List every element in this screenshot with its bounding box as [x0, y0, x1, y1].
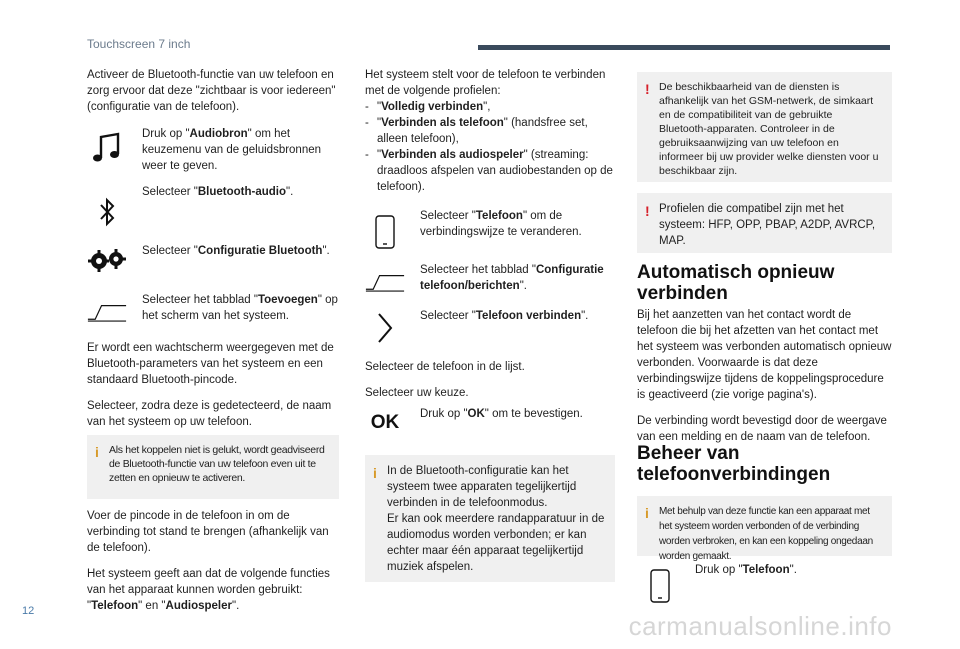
step-text: Selecteer het tabblad "Toevoegen" op het scherm van het systeem. [142, 294, 338, 322]
step-connect-phone [365, 308, 615, 348]
col1-paragraph: Er wordt een wachtscherm weergegeven met de Bluetooth-parameters van het systeem en een standaard Bluetooth-pincode. [87, 342, 334, 386]
step-phone [365, 208, 615, 248]
warning-note: ! De beschikbaarheid van de diensten is afhankelijk van het GSM-netwerk, de simkaart en de compatibiliteit van de gebruikte Bluetooth-apparaten. Controleer in de gebruiksaanwijzing van uw telefoon en informeer bij uw provider welke diensten voor u beschikbaar zijn. [637, 72, 892, 182]
info-icon: i [373, 465, 377, 481]
column-3-body [637, 307, 892, 445]
gears-icon [87, 241, 127, 281]
chevron-right-icon [365, 308, 405, 348]
col3-paragraph: De verbinding wordt bevestigd door de weergave van een melding en de naam van de telefoon. [637, 415, 887, 443]
col2-intro: Het systeem stelt voor de telefoon te verbinden met de volgende profielen: [365, 69, 606, 97]
bluetooth-icon [87, 192, 127, 232]
step-phone-manage [640, 562, 890, 604]
warning-icon: ! [645, 81, 650, 97]
column-1-body [87, 340, 342, 430]
step-config-phone [365, 262, 615, 302]
warning-note: ! Profielen die compatibel zijn met het systeem: HFP, OPP, PBAP, A2DP, AVRCP, MAP. [637, 193, 892, 253]
warning-icon: ! [645, 203, 650, 219]
ok-icon: OK [370, 412, 400, 433]
list-item: - "Volledig verbinden", [365, 99, 615, 115]
phone-icon [640, 566, 680, 606]
page-number: 12 [22, 605, 35, 617]
step-add-tab [87, 292, 342, 332]
step-text: Druk op "Audiobron" om het keuzemenu van de geluidsbronnen weer te geven. [142, 128, 322, 172]
col1-intro: Activeer de Bluetooth-functie van uw telefoon en zorg ervoor dat deze "zichtbaar is voor iedereen" (configuratie van de telefoon). [87, 69, 336, 113]
step-text: Selecteer "Telefoon" om de verbindingswijze te veranderen. [420, 210, 582, 238]
step-text: Selecteer het tabblad "Configuratie telefoon/berichten". [420, 264, 604, 292]
watermark: carmanualsonline.info [628, 611, 892, 641]
info-note: i Als het koppelen niet is gelukt, wordt geadviseerd de Bluetooth-functie van uw telefoon even uit te zetten en opnieuw te activeren. [87, 435, 339, 499]
col2-paragraph: Selecteer uw keuze. [365, 387, 469, 399]
step-bluetooth-audio [87, 184, 342, 224]
list-item: - "Verbinden als audiospeler" (streaming: draadloos afspelen van audiobestanden op de telefoon). [365, 147, 615, 195]
info-note: i In de Bluetooth-configuratie kan het systeem twee apparaten tegelijkertijd verbinden in de telefoonmodus. Er kan ook meerdere randapparatuur in de audiomodus worden verbonden; er kan echter maar één apparaat tegelijkertijd muziek afspelen. [365, 455, 615, 582]
header-bar [478, 45, 890, 50]
tab-icon [87, 292, 127, 332]
list-item: - "Verbinden als telefoon" (handsfree set, alleen telefoon), [365, 115, 615, 147]
info-note: i Met behulp van deze functie kan een apparaat met het systeem worden verbonden of de verbinding worden verbroken, en kan een koppeling ongedaan worden gemaakt. [637, 496, 892, 556]
music-note-icon [87, 128, 127, 168]
col1-paragraph: Het systeem geeft aan dat de volgende functies van het apparaat kunnen worden gebruikt: "Telefoon" en "Audiospeler". [87, 568, 330, 612]
tab-icon [365, 262, 405, 302]
section-heading: Automatisch opnieuw verbinden [637, 262, 835, 304]
column-1 [87, 67, 342, 115]
step-text: Selecteer "Telefoon verbinden". [420, 310, 589, 322]
phone-icon [365, 212, 405, 252]
section-heading: Beheer van telefoonverbindingen [637, 443, 831, 485]
step-audio-source [87, 126, 342, 174]
profile-list [365, 99, 615, 195]
column-1-body-2 [87, 508, 342, 614]
step-text: Selecteer "Bluetooth-audio". [142, 186, 294, 198]
column-2-body [365, 359, 615, 401]
step-text: Druk op "Telefoon". [695, 564, 797, 576]
col1-paragraph: Selecteer, zodra deze is gedetecteerd, de naam van het systeem op uw telefoon. [87, 400, 332, 428]
step-ok [365, 406, 615, 446]
col3-paragraph: Bij het aanzetten van het contact wordt de telefoon die bij het afzetten van het contact met het systeem was verbonden automatisch opnieuw verbonden. Voorwaarde is dat deze verbindingswijze tijdens de koppelingsprocedure is geactiveerd (zie vorige pagina's). [637, 309, 892, 401]
info-icon: i [645, 505, 649, 521]
page-header-title: Touchscreen 7 inch [87, 37, 191, 51]
step-config-bluetooth [87, 243, 342, 283]
info-icon: i [95, 444, 99, 460]
col2-paragraph: Selecteer de telefoon in de lijst. [365, 361, 525, 373]
step-text: Selecteer "Configuratie Bluetooth". [142, 245, 330, 257]
step-text: Druk op "OK" om te bevestigen. [420, 408, 583, 420]
column-2 [365, 67, 615, 195]
col1-paragraph: Voer de pincode in de telefoon in om de verbinding tot stand te brengen (afhankelijk van de telefoon). [87, 510, 329, 554]
